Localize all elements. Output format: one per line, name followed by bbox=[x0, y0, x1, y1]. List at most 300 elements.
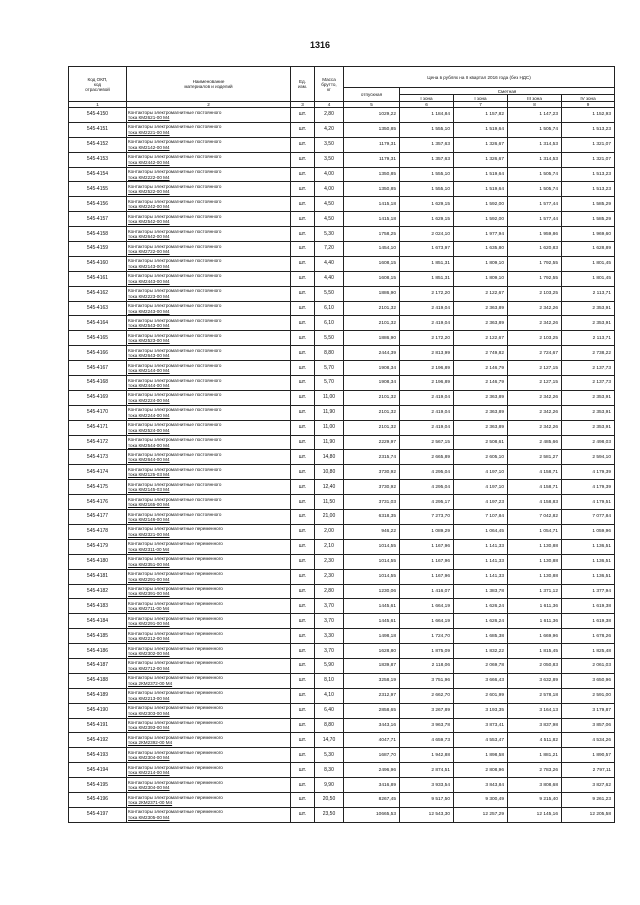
row-price-otpusknaya: 1758,25 bbox=[344, 227, 400, 242]
row-price-zone-3: 4 158,71 bbox=[508, 480, 562, 495]
row-code: 545-4176 bbox=[69, 495, 127, 510]
row-price-zone-3: 1 792,55 bbox=[508, 271, 562, 286]
row-mass: 7,20 bbox=[315, 242, 344, 257]
row-price-zone-4: 2 353,91 bbox=[562, 420, 615, 435]
row-price-otpusknaya: 10665,53 bbox=[344, 807, 400, 822]
row-price-zone-3: 1 959,86 bbox=[508, 227, 562, 242]
row-name-line-1: Контакторы электромагнитные переменного bbox=[128, 720, 223, 726]
header-zone-4: IV зона bbox=[562, 95, 615, 102]
row-mass: 3,70 bbox=[315, 614, 344, 629]
row-unit: шт. bbox=[291, 405, 315, 420]
row-unit: шт. bbox=[291, 256, 315, 271]
row-price-zone-3: 1 130,88 bbox=[508, 539, 562, 554]
row-name-line-2: тока КМ2712-00 М4 bbox=[128, 665, 170, 671]
row-code: 545-4192 bbox=[69, 733, 127, 748]
row-name bbox=[127, 465, 291, 480]
row-price-zone-3: 1 611,36 bbox=[508, 599, 562, 614]
row-name-line-1: Контакторы электромагнитные постоянного bbox=[128, 303, 222, 309]
row-name-line-1: Контакторы электромагнитные постоянного bbox=[128, 124, 222, 130]
row-code: 545-4151 bbox=[69, 122, 127, 137]
row-price-zone-4: 1 585,29 bbox=[562, 212, 615, 227]
row-price-zone-4: 1 801,45 bbox=[562, 271, 615, 286]
row-name-line-1: Контакторы электромагнитные постоянного bbox=[128, 198, 222, 204]
row-price-zone-3: 2 127,15 bbox=[508, 361, 562, 376]
row-code: 545-4155 bbox=[69, 182, 127, 197]
row-price-zone-1: 3 933,54 bbox=[400, 778, 454, 793]
row-name-line-1: Контакторы электромагнитные постоянного bbox=[128, 407, 222, 413]
row-name bbox=[127, 286, 291, 301]
row-name-line-1: Контакторы электромагнитные постоянного bbox=[128, 481, 222, 487]
row-name bbox=[127, 807, 291, 822]
row-price-zone-3: 2 581,27 bbox=[508, 450, 562, 465]
row-price-zone-1: 1 555,10 bbox=[400, 122, 454, 137]
row-price-otpusknaya: 2315,74 bbox=[344, 450, 400, 465]
row-price-zone-4: 2 797,11 bbox=[562, 763, 615, 778]
row-name-line-1: Контакторы электромагнитные переменного bbox=[128, 541, 223, 547]
row-code: 545-4156 bbox=[69, 197, 127, 212]
row-price-zone-1b: 2 122,67 bbox=[454, 331, 508, 346]
row-price-otpusknaya: 2101,32 bbox=[344, 390, 400, 405]
row-price-zone-1: 2 874,51 bbox=[400, 763, 454, 778]
row-price-zone-3: 1 147,23 bbox=[508, 108, 562, 123]
row-mass: 9,90 bbox=[315, 778, 344, 793]
row-price-zone-4: 2 498,03 bbox=[562, 435, 615, 450]
row-price-zone-3: 1 815,45 bbox=[508, 644, 562, 659]
row-price-zone-1b: 3 873,41 bbox=[454, 718, 508, 733]
table-row bbox=[69, 658, 615, 673]
row-name-line-1: Контакторы электромагнитные постоянного bbox=[128, 332, 222, 338]
row-name bbox=[127, 644, 291, 659]
header-code: Код ОКП, код отраслевой bbox=[69, 67, 127, 102]
row-name-line-2: тока КМ2223-00 М4 bbox=[128, 293, 170, 299]
row-mass: 5,70 bbox=[315, 376, 344, 391]
row-mass: 2,80 bbox=[315, 584, 344, 599]
row-name-line-2: тока КМ2146-00 М4 bbox=[128, 516, 170, 522]
row-price-otpusknaya: 2101,32 bbox=[344, 405, 400, 420]
row-name bbox=[127, 122, 291, 137]
row-code: 545-4154 bbox=[69, 167, 127, 182]
row-price-zone-1b: 4 553,47 bbox=[454, 733, 508, 748]
row-name-line-1: Контакторы электромагнитные постоянного bbox=[128, 169, 222, 175]
table-row bbox=[69, 807, 615, 822]
row-price-otpusknaya: 1608,15 bbox=[344, 256, 400, 271]
row-name-line-2: тока КМ2303-00 М4 bbox=[128, 710, 170, 716]
row-code: 545-4172 bbox=[69, 435, 127, 450]
row-price-zone-3: 1 505,74 bbox=[508, 182, 562, 197]
row-mass: 5,50 bbox=[315, 286, 344, 301]
row-name bbox=[127, 733, 291, 748]
row-mass: 8,80 bbox=[315, 718, 344, 733]
row-unit: шт. bbox=[291, 167, 315, 182]
row-name-line-1: Контакторы электромагнитные переменного bbox=[128, 690, 223, 696]
row-price-zone-1b: 1 592,00 bbox=[454, 212, 508, 227]
row-mass: 20,50 bbox=[315, 792, 344, 807]
row-unit: шт. bbox=[291, 480, 315, 495]
row-price-zone-4: 2 594,10 bbox=[562, 450, 615, 465]
row-price-zone-3: 2 783,26 bbox=[508, 763, 562, 778]
row-name bbox=[127, 108, 291, 123]
row-price-zone-1: 2 419,04 bbox=[400, 405, 454, 420]
row-name-line-2: тока КМ2291-00 М4 bbox=[128, 621, 170, 627]
row-name-line-1: Контакторы электромагнитные переменного bbox=[128, 705, 223, 711]
row-unit: шт. bbox=[291, 122, 315, 137]
row-code: 545-4182 bbox=[69, 584, 127, 599]
row-price-zone-3: 3 837,98 bbox=[508, 718, 562, 733]
row-name-line-2: тока КМ2393-00 М4 bbox=[128, 725, 170, 731]
row-price-zone-1: 1 664,19 bbox=[400, 614, 454, 629]
row-price-otpusknaya: 3258,19 bbox=[344, 673, 400, 688]
col-number: 9 bbox=[562, 102, 615, 108]
row-price-zone-1b: 1 685,38 bbox=[454, 629, 508, 644]
row-mass: 6,10 bbox=[315, 301, 344, 316]
row-name bbox=[127, 242, 291, 257]
table-row bbox=[69, 539, 615, 554]
header-smetnaya: Сметная bbox=[400, 88, 615, 95]
page-number: 1316 bbox=[309, 40, 331, 50]
row-price-zone-1b: 1 809,10 bbox=[454, 256, 508, 271]
row-code: 545-4193 bbox=[69, 748, 127, 763]
row-name-line-2: тока КМ2391-00 М4 bbox=[128, 591, 170, 597]
row-price-zone-1b: 2 146,79 bbox=[454, 361, 508, 376]
row-price-zone-1b: 2 808,96 bbox=[454, 763, 508, 778]
row-price-zone-4: 2 113,71 bbox=[562, 331, 615, 346]
row-name-line-2: тока КМ2644-00 М4 bbox=[128, 457, 170, 463]
row-price-zone-4: 1 619,38 bbox=[562, 614, 615, 629]
header-otpusknaya: отпускная bbox=[344, 88, 400, 102]
row-code: 545-4195 bbox=[69, 778, 127, 793]
row-price-zone-1: 2 419,04 bbox=[400, 420, 454, 435]
row-name-line-1: Контакторы электромагнитные переменного bbox=[128, 645, 223, 651]
row-mass: 5,50 bbox=[315, 331, 344, 346]
row-code: 545-4184 bbox=[69, 614, 127, 629]
row-price-zone-4: 2 591,00 bbox=[562, 688, 615, 703]
col-number: 2 bbox=[127, 102, 291, 108]
table-row bbox=[69, 763, 615, 778]
row-price-zone-3: 3 164,13 bbox=[508, 703, 562, 718]
row-mass: 2,30 bbox=[315, 569, 344, 584]
row-code: 545-4180 bbox=[69, 554, 127, 569]
row-price-zone-1: 1 555,10 bbox=[400, 182, 454, 197]
row-price-zone-3: 2 342,26 bbox=[508, 316, 562, 331]
row-name-line-2: тока КМ2304-00 М4 bbox=[128, 755, 170, 761]
row-name bbox=[127, 137, 291, 152]
row-unit: шт. bbox=[291, 748, 315, 763]
row-price-otpusknaya: 1179,31 bbox=[344, 152, 400, 167]
row-unit: шт. bbox=[291, 361, 315, 376]
row-name-line-2: тока КМ2524-00 М4 bbox=[128, 427, 170, 433]
col-number: 6 bbox=[400, 102, 454, 108]
row-price-zone-1: 2 024,10 bbox=[400, 227, 454, 242]
table-row bbox=[69, 197, 615, 212]
table-row bbox=[69, 733, 615, 748]
row-price-otpusknaya: 2101,32 bbox=[344, 301, 400, 316]
row-name-line-1: Контакторы электромагнитные постоянного bbox=[128, 258, 222, 264]
table-row bbox=[69, 256, 615, 271]
row-price-zone-4: 2 353,91 bbox=[562, 390, 615, 405]
row-name-line-2: тока КМ2542-00 М4 bbox=[128, 219, 170, 225]
row-price-zone-3: 2 103,25 bbox=[508, 286, 562, 301]
row-name-line-2: тока КМ2351-00 М4 bbox=[128, 561, 170, 567]
row-name-line-2: тока КМ2143-00 М4 bbox=[128, 263, 170, 269]
row-price-zone-4: 1 890,57 bbox=[562, 748, 615, 763]
row-price-zone-1b: 2 122,67 bbox=[454, 286, 508, 301]
table-row bbox=[69, 450, 615, 465]
col-number: 5 bbox=[344, 102, 400, 108]
row-name-line-1: Контакторы электромагнитные постоянного bbox=[128, 466, 222, 472]
row-code: 545-4164 bbox=[69, 316, 127, 331]
row-name-line-1: Контакторы электромагнитные постоянного bbox=[128, 377, 222, 383]
row-code: 545-4194 bbox=[69, 763, 127, 778]
row-name-line-1: Контакторы электромагнитные переменного bbox=[128, 734, 223, 740]
row-name bbox=[127, 703, 291, 718]
table-row bbox=[69, 718, 615, 733]
row-price-zone-4: 1 585,29 bbox=[562, 197, 615, 212]
row-code: 545-4189 bbox=[69, 688, 127, 703]
row-code: 545-4188 bbox=[69, 673, 127, 688]
row-unit: шт. bbox=[291, 420, 315, 435]
row-name-line-2: тока КМ2243-00 М4 bbox=[128, 308, 170, 314]
table-row bbox=[69, 346, 615, 361]
row-unit: шт. bbox=[291, 286, 315, 301]
row-price-zone-1b: 1 626,24 bbox=[454, 614, 508, 629]
table-row bbox=[69, 212, 615, 227]
row-mass: 4,10 bbox=[315, 688, 344, 703]
row-unit: шт. bbox=[291, 301, 315, 316]
row-price-otpusknaya: 1908,34 bbox=[344, 376, 400, 391]
col-number: 1 bbox=[69, 102, 127, 108]
row-mass: 4,40 bbox=[315, 256, 344, 271]
table-row bbox=[69, 376, 615, 391]
row-price-zone-1b: 2 363,89 bbox=[454, 301, 508, 316]
row-code: 545-4175 bbox=[69, 480, 127, 495]
row-price-zone-1b: 1 809,10 bbox=[454, 271, 508, 286]
row-price-zone-4: 3 179,87 bbox=[562, 703, 615, 718]
row-price-zone-4: 2 137,73 bbox=[562, 361, 615, 376]
table-row bbox=[69, 673, 615, 688]
row-price-zone-3: 1 792,55 bbox=[508, 256, 562, 271]
row-price-zone-1b: 1 141,33 bbox=[454, 554, 508, 569]
row-price-otpusknaya: 2229,97 bbox=[344, 435, 400, 450]
row-price-zone-1b: 3 666,43 bbox=[454, 673, 508, 688]
row-name-line-1: Контакторы электромагнитные постоянного bbox=[128, 422, 222, 428]
row-unit: шт. bbox=[291, 331, 315, 346]
row-name-line-1: Контакторы электромагнитные постоянного bbox=[128, 243, 222, 249]
row-price-zone-3: 2 342,26 bbox=[508, 405, 562, 420]
row-price-otpusknaya: 8267,45 bbox=[344, 792, 400, 807]
row-mass: 3,70 bbox=[315, 599, 344, 614]
row-price-zone-4: 3 827,62 bbox=[562, 778, 615, 793]
header-unit: Ед. изм. bbox=[291, 67, 315, 102]
price-table bbox=[68, 66, 615, 823]
row-price-zone-3: 1 577,44 bbox=[508, 212, 562, 227]
row-price-otpusknaya: 1839,87 bbox=[344, 658, 400, 673]
row-name-line-1: Контакторы электромагнитные постоянного bbox=[128, 511, 222, 517]
row-name bbox=[127, 658, 291, 673]
row-name bbox=[127, 718, 291, 733]
row-mass: 2,10 bbox=[315, 539, 344, 554]
table-row bbox=[69, 361, 615, 376]
row-price-zone-4: 3 857,06 bbox=[562, 718, 615, 733]
row-price-zone-1b: 2 069,78 bbox=[454, 658, 508, 673]
table-row bbox=[69, 703, 615, 718]
row-name-line-1: Контакторы электромагнитные постоянного bbox=[128, 109, 222, 115]
row-name-line-2: тока 2КМ2371-00 М4 bbox=[128, 799, 173, 805]
row-name bbox=[127, 688, 291, 703]
table-row bbox=[69, 510, 615, 525]
row-mass: 8,10 bbox=[315, 673, 344, 688]
row-name-line-2: тока КМ2305-00 М4 bbox=[128, 814, 170, 820]
table-row bbox=[69, 242, 615, 257]
row-price-zone-4: 2 353,91 bbox=[562, 316, 615, 331]
row-name-line-2: тока КМ2142-00 М4 bbox=[128, 144, 170, 150]
row-name-line-2: тока КМ2523-00 М4 bbox=[128, 338, 170, 344]
row-price-zone-1: 4 659,73 bbox=[400, 733, 454, 748]
row-name-line-2: тока КМ2242-00 М4 bbox=[128, 204, 170, 210]
row-name bbox=[127, 152, 291, 167]
row-name-line-1: Контакторы электромагнитные постоянного bbox=[128, 288, 222, 294]
row-mass: 11,90 bbox=[315, 405, 344, 420]
row-name bbox=[127, 316, 291, 331]
row-price-zone-1: 12 543,30 bbox=[400, 807, 454, 822]
row-name bbox=[127, 510, 291, 525]
row-code: 545-4158 bbox=[69, 227, 127, 242]
row-price-zone-1b: 4 197,23 bbox=[454, 495, 508, 510]
row-price-zone-1: 2 419,04 bbox=[400, 316, 454, 331]
table-row bbox=[69, 316, 615, 331]
row-mass: 11,00 bbox=[315, 420, 344, 435]
row-price-zone-1b: 1 832,22 bbox=[454, 644, 508, 659]
row-mass: 21,00 bbox=[315, 510, 344, 525]
row-name bbox=[127, 197, 291, 212]
row-name bbox=[127, 629, 291, 644]
row-name bbox=[127, 212, 291, 227]
row-name bbox=[127, 227, 291, 242]
row-price-zone-1b: 12 257,29 bbox=[454, 807, 508, 822]
row-name-line-2: тока 2КМ2372-00 М4 bbox=[128, 680, 173, 686]
row-name bbox=[127, 271, 291, 286]
table-row bbox=[69, 599, 615, 614]
row-price-zone-4: 2 137,73 bbox=[562, 376, 615, 391]
table-row bbox=[69, 554, 615, 569]
row-price-zone-1b: 2 146,79 bbox=[454, 376, 508, 391]
row-price-zone-1: 2 662,70 bbox=[400, 688, 454, 703]
table-row bbox=[69, 137, 615, 152]
row-price-otpusknaya: 4047,71 bbox=[344, 733, 400, 748]
row-code: 545-4171 bbox=[69, 420, 127, 435]
row-price-zone-1: 2 813,99 bbox=[400, 346, 454, 361]
row-price-zone-4: 1 513,23 bbox=[562, 122, 615, 137]
row-name-line-1: Контакторы электромагнитные переменного bbox=[128, 630, 223, 636]
row-price-zone-4: 1 628,89 bbox=[562, 242, 615, 257]
row-name bbox=[127, 480, 291, 495]
row-unit: шт. bbox=[291, 688, 315, 703]
row-name bbox=[127, 301, 291, 316]
row-name-line-2: тока КМ2642-00 М4 bbox=[128, 234, 170, 240]
row-price-zone-1b: 3 193,35 bbox=[454, 703, 508, 718]
row-price-zone-1b: 1 157,82 bbox=[454, 108, 508, 123]
row-mass: 6,40 bbox=[315, 703, 344, 718]
row-price-otpusknaya: 3416,89 bbox=[344, 778, 400, 793]
table-row bbox=[69, 569, 615, 584]
row-price-zone-1: 1 416,07 bbox=[400, 584, 454, 599]
table-row bbox=[69, 495, 615, 510]
row-price-zone-4: 1 969,60 bbox=[562, 227, 615, 242]
row-price-zone-4: 1 678,26 bbox=[562, 629, 615, 644]
row-price-zone-4: 1 136,51 bbox=[562, 554, 615, 569]
row-price-otpusknaya: 3730,92 bbox=[344, 480, 400, 495]
row-name bbox=[127, 584, 291, 599]
row-price-zone-3: 1 314,53 bbox=[508, 137, 562, 152]
row-price-zone-1: 3 751,96 bbox=[400, 673, 454, 688]
row-price-otpusknaya: 1445,61 bbox=[344, 614, 400, 629]
row-price-zone-3: 4 158,83 bbox=[508, 495, 562, 510]
row-name bbox=[127, 256, 291, 271]
row-code: 545-4181 bbox=[69, 569, 127, 584]
row-price-otpusknaya: 2101,32 bbox=[344, 420, 400, 435]
row-unit: шт. bbox=[291, 644, 315, 659]
row-name-line-2: тока КМ2145-03 М4 bbox=[128, 487, 170, 493]
row-name-line-2: тока КМ2443-00 М4 bbox=[128, 278, 170, 284]
row-price-zone-4: 2 061,03 bbox=[562, 658, 615, 673]
row-mass: 10,80 bbox=[315, 465, 344, 480]
row-price-zone-1: 1 664,19 bbox=[400, 599, 454, 614]
row-price-zone-1: 2 196,89 bbox=[400, 376, 454, 391]
row-price-zone-1: 1 851,31 bbox=[400, 271, 454, 286]
row-price-zone-3: 2 578,18 bbox=[508, 688, 562, 703]
row-price-zone-1b: 2 601,99 bbox=[454, 688, 508, 703]
row-price-zone-3: 3 632,89 bbox=[508, 673, 562, 688]
row-mass: 4,20 bbox=[315, 122, 344, 137]
row-name bbox=[127, 569, 291, 584]
row-price-zone-1: 1 167,96 bbox=[400, 569, 454, 584]
table-row bbox=[69, 629, 615, 644]
row-price-zone-3: 1 881,21 bbox=[508, 748, 562, 763]
table-row bbox=[69, 614, 615, 629]
row-name-line-1: Контакторы электромагнитные постоянного bbox=[128, 154, 222, 160]
row-price-zone-3: 2 103,25 bbox=[508, 331, 562, 346]
row-price-zone-1: 1 875,09 bbox=[400, 644, 454, 659]
row-price-otpusknaya: 1014,55 bbox=[344, 539, 400, 554]
row-code: 545-4173 bbox=[69, 450, 127, 465]
row-price-zone-3: 2 342,26 bbox=[508, 420, 562, 435]
row-price-otpusknaya: 1350,85 bbox=[344, 182, 400, 197]
row-name bbox=[127, 405, 291, 420]
row-price-zone-1b: 2 363,89 bbox=[454, 420, 508, 435]
row-price-zone-3: 1 577,44 bbox=[508, 197, 562, 212]
table-body bbox=[69, 108, 615, 823]
row-price-zone-1: 4 295,04 bbox=[400, 465, 454, 480]
row-mass: 5,30 bbox=[315, 227, 344, 242]
row-price-zone-1: 2 196,89 bbox=[400, 361, 454, 376]
table-row bbox=[69, 584, 615, 599]
row-price-zone-1b: 1 977,94 bbox=[454, 227, 508, 242]
row-price-otpusknaya: 1179,31 bbox=[344, 137, 400, 152]
row-price-otpusknaya: 2101,32 bbox=[344, 316, 400, 331]
row-unit: шт. bbox=[291, 450, 315, 465]
table-row bbox=[69, 405, 615, 420]
table-row bbox=[69, 420, 615, 435]
row-code: 545-4153 bbox=[69, 152, 127, 167]
row-price-zone-4: 1 321,07 bbox=[562, 152, 615, 167]
row-price-zone-1b: 2 508,61 bbox=[454, 435, 508, 450]
table-row bbox=[69, 108, 615, 123]
row-unit: шт. bbox=[291, 152, 315, 167]
row-name-line-1: Контакторы электромагнитные постоянного bbox=[128, 392, 222, 398]
col-number: 7 bbox=[454, 102, 508, 108]
row-name-line-1: Контакторы электромагнитные постоянного bbox=[128, 452, 222, 458]
row-price-zone-3: 2 050,83 bbox=[508, 658, 562, 673]
row-name-line-2: тока КМ2244-00 М4 bbox=[128, 412, 170, 418]
